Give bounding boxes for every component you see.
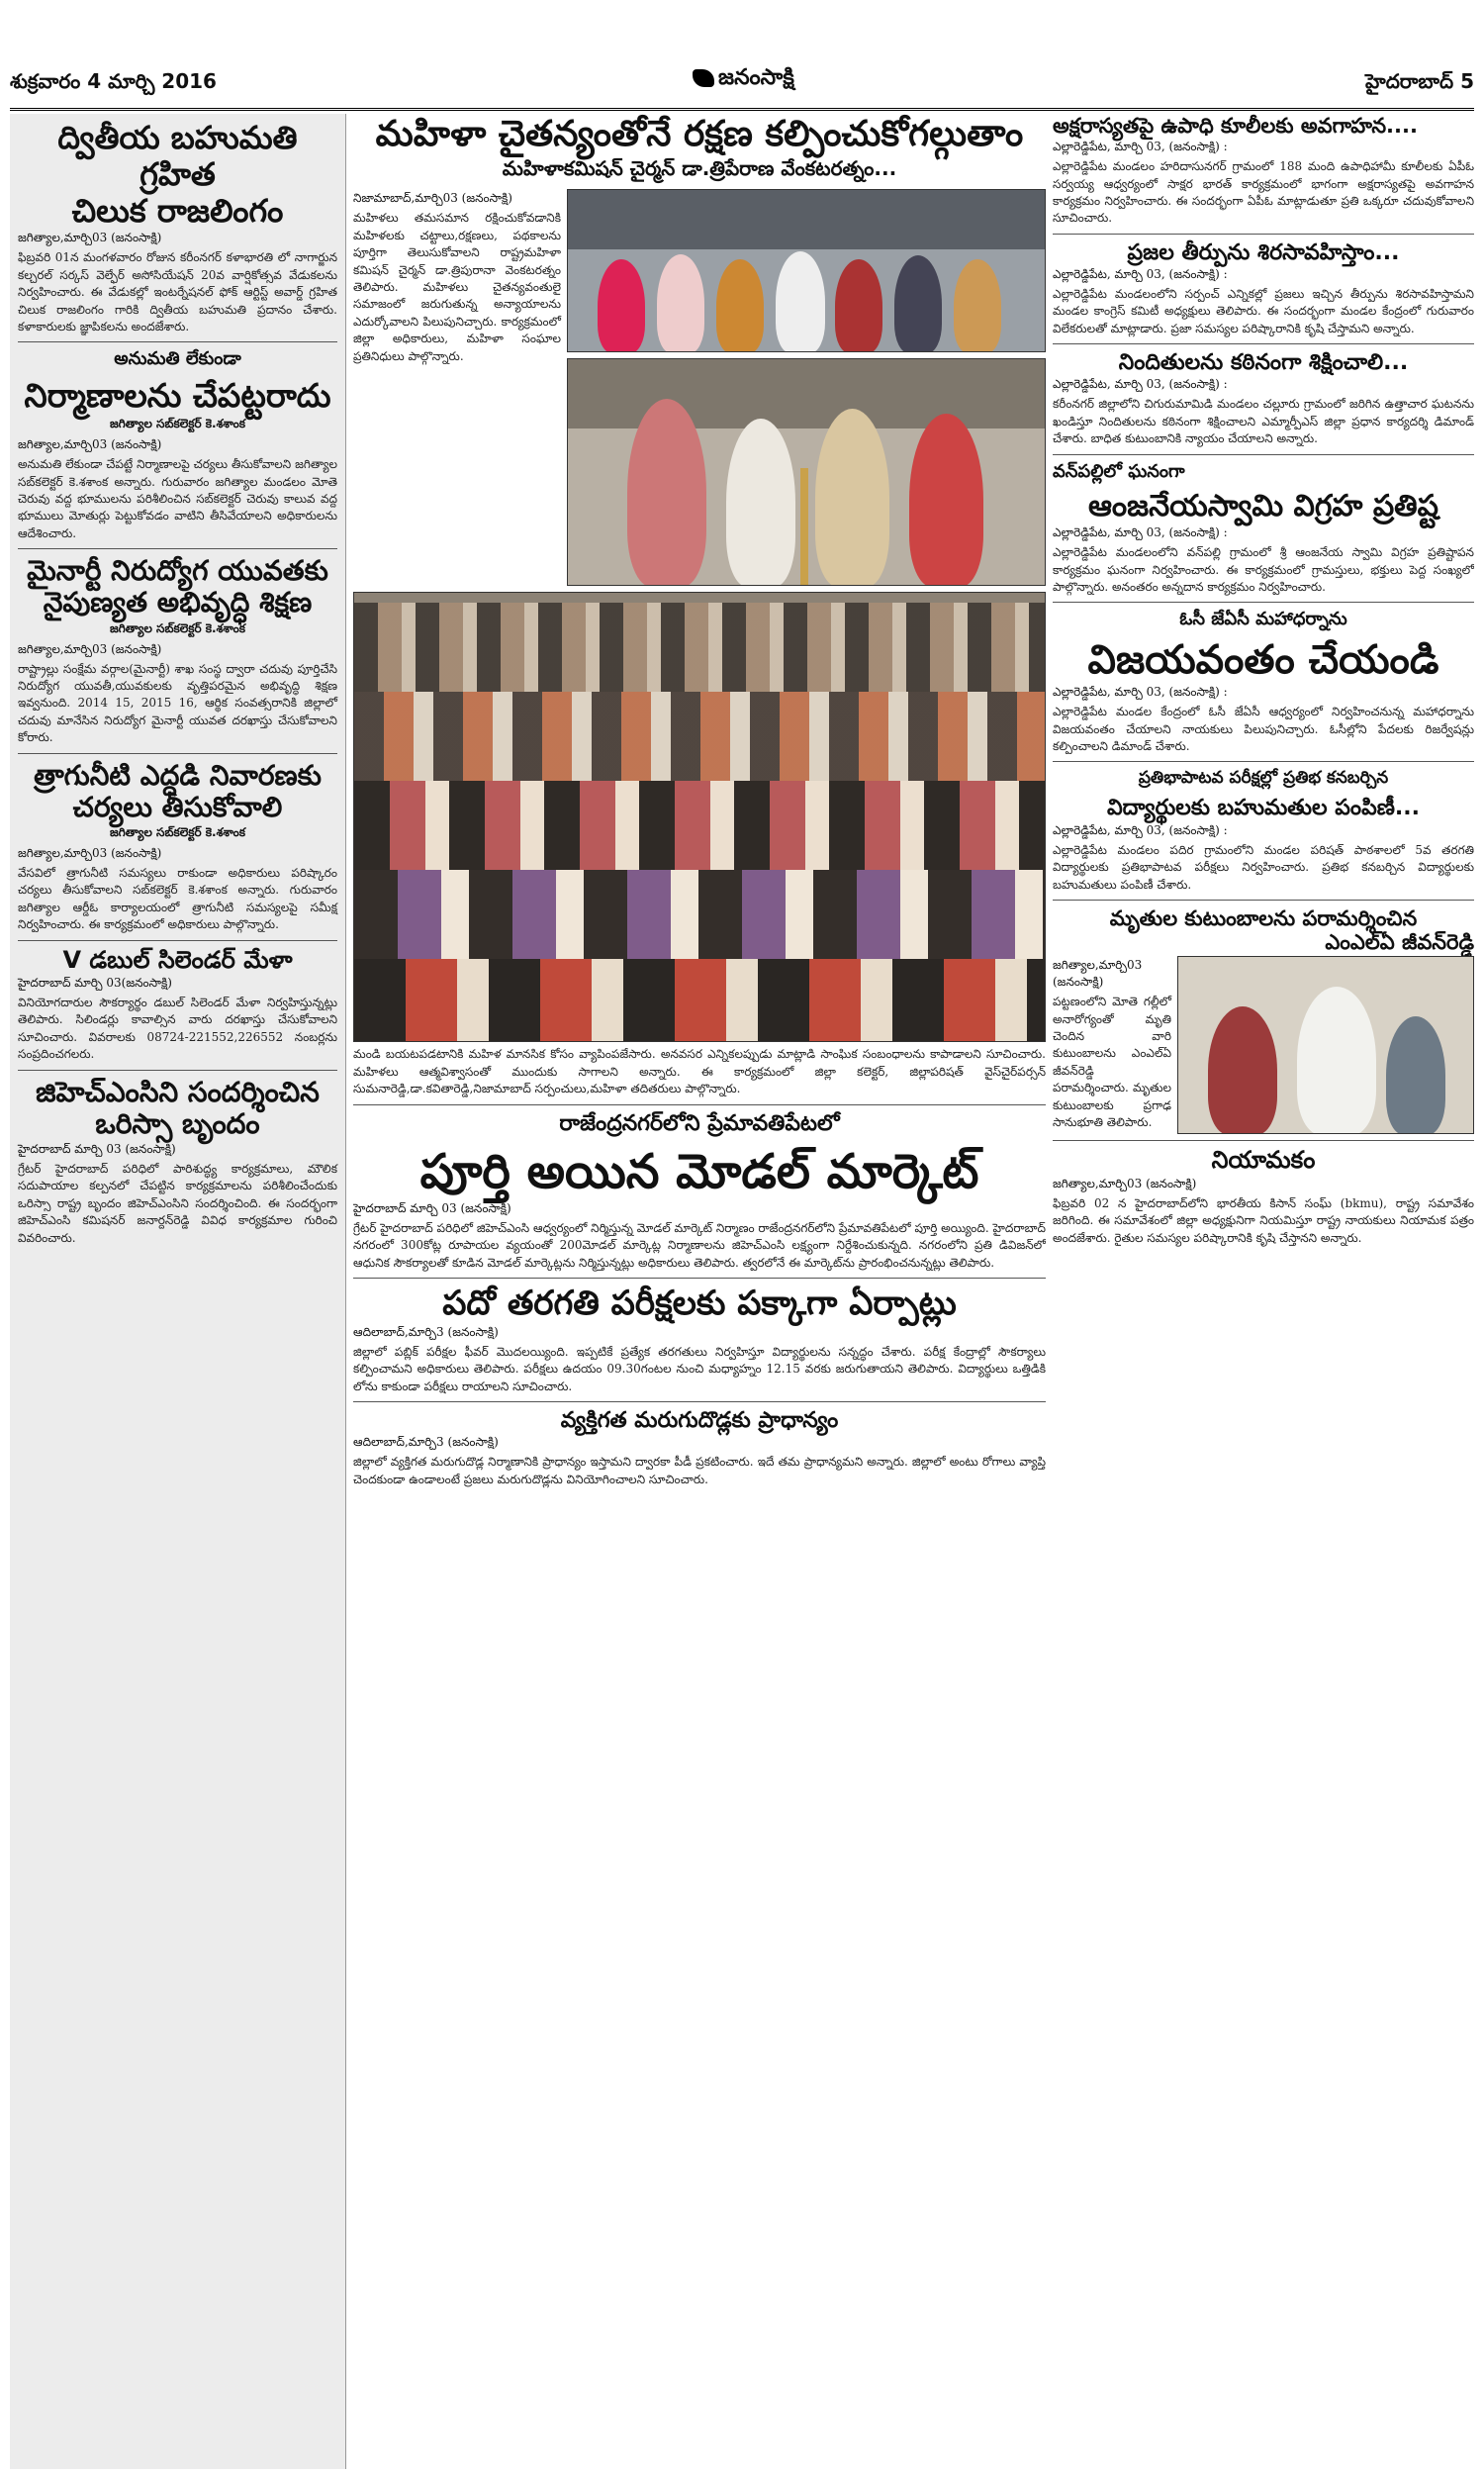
byline: జగిత్యాల,మార్చి03 (జనంసాక్షి) <box>1053 958 1143 990</box>
article-body-continued: మండి బయటపడటానికి మహిళ మానసిక కోసం వ్యాపింపజేసారు. అనవసర ఎన్నికలప్పుడు మాట్లాడి సాంఘిక సంబంధాలను కాపాడాలని సూచించారు. మహిళలు ఆత్మవిశ్వాసంతో ముందుకు సాగాలని అన్నారు. ఈ కార్యక్రమంలో జిల్లా కలెక్టర్, జిల్లాపరిషత్ వైస్‌చైర్‌పర్సన్ సుమనారెడ్డి,డా.కవితారెడ్డి,నిజామాబాద్ సర్పంచులు,మహిళా తదితరులు పాల్గొన్నారు. <box>353 1047 1046 1096</box>
headline: పూర్తి అయిన మోడల్ మార్కెట్ <box>419 1143 979 1199</box>
divider <box>18 548 337 549</box>
byline: హైదరాబాద్ మార్చి 03 (జనంసాక్షి) <box>353 1200 511 1215</box>
headline: త్రాగునీటి ఎద్దడి నివారణకు <box>34 758 322 792</box>
divider <box>1053 234 1474 235</box>
article-punish <box>1053 350 1474 447</box>
masthead-logo <box>693 65 794 95</box>
byline: నిజామాబాద్,మార్చి03 (జనంసాక్షి) <box>353 191 512 206</box>
byline: ఎల్లారెడ్డిపేట, మార్చి 03, (జనంసాక్షి) : <box>1053 267 1228 281</box>
subhead: మహిళాకమిషన్ చైర్మన్ డా.త్రిపేరాణ వేంకటరత్నం... <box>502 156 897 181</box>
headline: మహిళా చైతన్యంతోనే రక్షణ కల్పించుకోగల్గుతాం <box>375 114 1024 154</box>
byline: ఆదిలాబాద్,మార్చి3 (జనంసాక్షి) <box>353 1435 499 1450</box>
article-talent-test <box>1053 768 1474 893</box>
article-body: రాష్ట్రాల్లు సంక్షేమ వర్గాల(మైనార్టీ) శాఖ సంస్థ ద్వారా చదువు పూర్తిచేసి నిరుద్యోగ యువతీ,యువకులకు వృత్తిపరమైన అభివృద్ధి శిక్షణ ఇవ్వనుంది. 2014 15, 2015 16, ఆర్థిక సంవత్సరానికి జిల్లాలో చదువు మానేసిన నిరుద్యోగ మైనార్టీ యువత దరఖాస్తు చేసుకోవాలని కోరారు. <box>18 661 337 745</box>
headline: ప్రజల తీర్పును శిరసావహిస్తాం... <box>1127 239 1400 265</box>
headline-line2: ఒరిస్సా బృందం <box>95 1106 260 1140</box>
page-label: హైదరాబాద్ 5 <box>1365 69 1474 93</box>
article-body: ఎల్లారెడ్డిపేట మండలంలోని సర్పంచ్ ఎన్నికల్లో ప్రజలు ఇచ్చిన తీర్పును శిరసావహిస్తామని మండల కాంగ్రెస్ కమిటీ అధ్యక్షులు తెలిపారు. ఈ సందర్భంగా మండల కేంద్రంలో గురువారం విలేకరులతో మాట్లాడారు. ప్రజా సమస్యల పరిష్కారానికి కృషి చేస్తామని అన్నారు. <box>1053 287 1474 335</box>
article-water <box>18 760 337 934</box>
byline: జగిత్యాల,మార్చి03 (జనంసాక్షి) <box>18 437 162 452</box>
article-anjaneya <box>1053 461 1474 597</box>
article-body: గ్రేటర్ హైదరాబాద్ పరిధిలో పారిశుద్ధ్య కార్యక్రమాలు, మౌలిక సదుపాయాల కల్పనలో చేపట్టిన కార్యక్రమాలను పరిశీలించేందుకు ఒరిస్సా రాష్ట్ర బృందం జిహెచ్‌ఎంసిని సందర్శించింది. ఈ సందర్భంగా జిహెచ్‌ఎంసి కమిషనర్ జనార్దన్‌రెడ్డి వివిధ కార్యక్రమాల గురించి వివరించారు. <box>18 1162 337 1245</box>
byline: ఎల్లారెడ్డిపేట, మార్చి 03, (జనంసాక్షి) : <box>1053 525 1228 540</box>
headline: మైనార్టీ నిరుద్యోగ యువతకు <box>27 554 328 588</box>
logo-text: జనంసాక్షి <box>718 65 794 90</box>
article-body: వినియోగదారుల సౌకర్యార్థం డబుల్ సిలెండర్ మేళా నిర్వహిస్తున్నట్లు తెలిపారు. సిలిండర్లు కావాల్సిన వారు దరఖాస్తు చేసుకోవాలని సూచించారు. వివరాలకు 08724-221552,226552 నంబర్లను సంప్రదించగలరు. <box>18 996 337 1062</box>
byline: ఆదిలాబాద్,మార్చి3 (జనంసాక్షి) <box>353 1325 499 1340</box>
article-toilets <box>353 1408 1046 1488</box>
kicker: వన్‌పల్లిలో ఘనంగా <box>1053 460 1185 482</box>
headline: నియామకం <box>1211 1146 1316 1175</box>
headline: జిహెచ్‌ఎంసిని సందర్శించిన <box>36 1075 320 1108</box>
article-women-commission <box>353 114 1046 1098</box>
divider <box>353 1278 1046 1279</box>
kicker: రాజేంద్రనగర్‌లోని ప్రేమావతిపేటలో <box>559 1110 840 1136</box>
divider <box>1053 454 1474 455</box>
article-body: అనుమతి లేకుండా చేపట్టే నిర్మాణాలపై చర్యలు తీసుకోవాలని జగిత్యాల సబ్‌కలెక్టర్ కె.శశాంక అన్నారు. గురువారం జగిత్యాల మండలం మోతె చెరువు వద్ద భూములను పరిశీలించిన సబ్‌కలెక్టర్ చెరువు కాలువ వద్ద భూములు మోతుర్లు పెట్టుకోవడం వాటిని తీసివేయాలని అధికారులను ఆదేశించారు. <box>18 457 337 540</box>
headline: మృతుల కుటుంబాలను పరామర్శించిన <box>1109 905 1418 930</box>
article-body: గ్రేటర్ హైదరాబాద్ పరిధిలో జిహెచ్‌ఎంసి ఆధ్వర్యంలో నిర్మిస్తున్న మోడల్ మార్కెట్ నిర్మాణం రాజేంద్రనగర్‌లోని ప్రేమావతిపేటలో పూర్తి అయ్యింది. హైదరాబాద్ నగరంలో 300కోట్ల రూపాయల వ్యయంతో 200మోడల్ మార్కెట్ల నిర్మాణాలను జిహెచ్‌ఎంసి లక్ష్యంగా నిర్దేశించుకున్నది. నగరంలోని ప్రతి డివిజన్‌లో ఆధునిక సౌకర్యాలతో కూడిన మోడల్ మార్కెట్లను నిర్మిస్తున్నట్లు అధికారులు తెలిపారు. త్వరలోనే ఈ మార్కెట్‌ను ప్రారంభించనున్నట్లు తెలిపారు. <box>353 1220 1046 1270</box>
article-model-market <box>353 1111 1046 1272</box>
kicker: ఓసీ జేఏసీ మహాధర్నాను <box>1179 609 1347 630</box>
kicker: ప్రతిభాపాటవ పరీక్షల్లో ప్రతిభ కనబర్చిన <box>1138 768 1389 789</box>
divider <box>18 940 337 941</box>
byline: జగిత్యాల,మార్చి03 (జనంసాక్షి) <box>18 641 162 656</box>
article-body: ఎల్లారెడ్డిపేట మండలం పదిర గ్రామంలోని మండల పరిషత్ పాఠశాలలో 5వ తరగతి విద్యార్థులకు ప్రతిభాపాటవ పరీక్షలు నిర్వహించారు. ప్రతిభ కనబర్చిన విద్యార్థులకు బహుమతులు పంపిణీ చేశారు. <box>1053 842 1474 892</box>
headline-line2: చర్యలు తీసుకోవాలి <box>72 790 283 823</box>
article-cylinder <box>18 947 337 1064</box>
byline: ఎల్లారెడ్డిపేట, మార్చి 03, (జనంసాక్షి) : <box>1053 377 1228 392</box>
article-body: ఎల్లారెడ్డిపేట మండలంలోని వన్‌పల్లి గ్రామంలో శ్రీ ఆంజనేయ స్వామి విగ్రహ ప్రతిష్టాపన కార్యక్రమం ఘనంగా నిర్వహించారు. ఈ కార్యక్రమంలో గ్రామస్తులు, భక్తులు పెద్ద సంఖ్యలో పాల్గొన్నారు. అనంతరం అన్నదాన కార్యక్రమం నిర్వహించారు. <box>1053 545 1474 594</box>
byline: ఎల్లారెడ్డిపేట, మార్చి 03, (జనంసాక్షి) : <box>1053 685 1228 700</box>
photo-condolence-visit <box>1177 956 1474 1134</box>
headline: నిర్మాణాలను చేపట్టరాదు <box>24 376 331 416</box>
byline: జగిత్యాల,మార్చి03 (జనంసాక్షి) <box>1053 1176 1197 1190</box>
page-header <box>10 65 1474 111</box>
middle-column <box>353 114 1046 2469</box>
headline-line2: ఎంఎల్‌ఏ జీవన్‌రెడ్డి <box>1325 930 1474 955</box>
headline: నిందితులను కఠినంగా శిక్షించాలి... <box>1118 350 1409 376</box>
divider <box>1053 343 1474 344</box>
article-permission <box>18 348 337 542</box>
right-column <box>1053 114 1474 2469</box>
article-appointment <box>1053 1147 1474 1247</box>
headline: V డబుల్ సిలెండర్ మేళా <box>62 945 293 974</box>
subhead: జగిత్యాల సబ్‌కలెక్టర్ కె.శశాంక <box>109 417 246 431</box>
headline: ద్వితీయ బహుమతి గ్రహిత <box>57 119 298 193</box>
byline: జగిత్యాల,మార్చి03 (జనంసాక్షి) <box>18 845 162 860</box>
article-literacy <box>1053 114 1474 228</box>
divider <box>353 1401 1046 1402</box>
photo-audience <box>353 592 1046 1042</box>
kicker: అనుమతి లేకుండా <box>114 348 241 370</box>
divider <box>1053 900 1474 901</box>
subhead: జగిత్యాల సబ్‌కలెక్టర్ కె.శశాంక <box>109 824 246 839</box>
headline: పదో తరగతి పరీక్షలకు పక్కాగా ఏర్పాట్లు <box>442 1283 957 1323</box>
headline: విద్యార్థులకు బహుమతుల పంపిణీ... <box>1107 796 1420 821</box>
article-body: ఫిబ్రవరి 02 న హైదరాబాద్‌లోని భారతీయ కిసాన్ సంఘ్ (bkmu), రాష్ట్ర సమావేశం జరిగింది. ఈ సమావేశంలో జిల్లా అధ్యక్షునిగా నియమిస్తూ రాష్ట్ర నాయకులు నియామక పత్రం అందజేశారు. రైతుల సమస్యల పరిష్కారానికి కృషి చేస్తానని అన్నారు. <box>1053 1195 1474 1245</box>
article-body: జిల్లాలో వ్యక్తిగత మరుగుదొడ్ల నిర్మాణానికి ప్రాధాన్యం ఇస్తామని ద్వారకా పీడీ ప్రకటించారు. ఇదే తమ ప్రాధాన్యమని అన్నారు. జిల్లాలో అంటు రోగాలు వ్యాప్తి చెందకుండా ఉండాలంటే ప్రజలు మరుగుదొడ్లను వినియోగించాలని సూచించారు. <box>353 1455 1046 1486</box>
article-condolence <box>1053 906 1474 1134</box>
article-odisha <box>18 1077 337 1247</box>
byline: హైదరాబాద్ మార్చి 03(జనంసాక్షి) <box>18 976 172 991</box>
divider <box>18 1070 337 1071</box>
byline: హైదరాబాద్ మార్చి 03 (జనంసాక్షి) <box>18 1142 176 1157</box>
divider <box>1053 1140 1474 1141</box>
article-body: మహిళలు తమసమాన రక్షించుకోవడానికి మహిళలకు చట్టాలు,రక్షణలు, పథకాలను పూర్తిగా తెలుసుకోవాలని రాష్ట్రమహిళా కమిషన్ చైర్మన్ డా.త్రిపురానా వెంకటరత్నం తెలిపారు. మహిళలు చైతన్యవంతులై సమాజంలో జరుగుతున్న అన్యాయాలను ఎదుర్కోవాలని పిలుపునిచ్చారు. కార్యక్రమంలో జిల్లా అధికారులు, మహిళా సంఘాల ప్రతినిధులు పాల్గొన్నారు. <box>353 211 561 363</box>
headline: అక్షరాస్యతపై ఉపాధి కూలీలకు అవగాహన.... <box>1053 114 1418 138</box>
article-oc-jac <box>1053 609 1474 755</box>
article-body: ఫిబ్రవరి 01న మంగళవారం రోజున కరీంనగర్ కళాభారతి లో నాగార్జున కల్చరల్ సర్కస్ వెల్ఫేర్ అసోసియేషన్ 20వ వార్షికోత్సవ వేడుకలను నిర్వహించారు. ఈ వేడుకల్లో ఇంటర్నేషనల్ ఫోక్ ఆర్టిస్ట్ అవార్డ్ గ్రహిత చిలుక రాజలింగం గారికి ద్వితీయ బహుమతి ప్రదానం చేశారు. కళాకారులకు జ్ఞాపికలను అందజేశారు. <box>18 250 337 333</box>
article-verdict <box>1053 240 1474 337</box>
headline-line2: నైపుణ్యత అభివృద్ధి శిక్షణ <box>43 586 313 619</box>
byline: ఎల్లారెడ్డిపేట, మార్చి 03, (జనంసాక్షి) : <box>1053 822 1228 837</box>
article-body: వేసవిలో త్రాగునీటి సమస్యలు రాకుండా అధికారులు పరిష్కారం చర్యలు తీసుకోవాలని సబ్‌కలెక్టర్ కె.శశాంక అన్నారు. గురువారం జగిత్యాల ఆర్డీఓ కార్యాలయంలో త్రాగునీటి సమస్యలపై సమీక్ష నిర్వహించారు. ఈ కార్యక్రమంలో అధికారులు పాల్గొన్నారు. <box>18 865 337 932</box>
article-10th-exams <box>353 1285 1046 1395</box>
byline: ఎల్లారెడ్డిపేట, మార్చి 03, (జనంసాక్షి) : <box>1053 140 1228 154</box>
logo-emblem-icon <box>693 69 714 87</box>
headline: ఆంజనేయస్వామి విగ్రహ ప్రతిష్ట <box>1087 488 1438 523</box>
issue-date: శుక్రవారం 4 మార్చి 2016 <box>10 69 217 93</box>
article-minority <box>18 555 337 746</box>
byline: జగిత్యాల,మార్చి03 (జనంసాక్షి) <box>18 231 162 245</box>
headline: విజయవంతం చేయండి <box>1087 637 1439 684</box>
article-body: జిల్లాలో పబ్లిక్ పరీక్షల ఫీవర్ మొదలయ్యింది. ఇప్పటికే ప్రత్యేక తరగతులు నిర్వహిస్తూ విద్యార్థులను సన్నద్ధం చేశారు. పరీక్ష కేంద్రాల్లో సౌకర్యాలు కల్పించామని అధికారులు తెలిపారు. పరీక్షలు ఉదయం 09.30గంటల నుంచి మధ్యాహ్నం 12.15 వరకు జరుగుతాయని తెలిపారు. విద్యార్థులు ఒత్తిడికి లోను కాకుండా పరీక్షలు రాయాలని సూచించారు. <box>353 1345 1046 1393</box>
photo-book-release <box>567 189 1046 352</box>
divider <box>18 753 337 754</box>
divider <box>1053 761 1474 762</box>
article-body: కరీంనగర్ జిల్లాలోని చిగురుమామిడి మండలం చల్లూరు గ్రామంలో జరిగిన ఉత్తాచార ఘటనను ఖండిస్తూ నిందితులను కఠినంగా శిక్షించాలని ఎమ్మార్పీఎస్ జిల్లా ప్రధాన కార్యదర్శి డిమాండ్ చేశారు. బాధిత కుటుంబానికి న్యాయం చేయాలని అన్నారు. <box>1053 397 1474 446</box>
divider <box>353 1104 1046 1105</box>
headline-line2: చిలుక రాజలింగం <box>71 191 284 230</box>
divider <box>1053 602 1474 603</box>
headline: వ్యక్తిగత మరుగుదొడ్లకు ప్రాధాన్యం <box>560 1408 839 1434</box>
article-rajalingam <box>18 120 337 335</box>
photo-lamp-lighting <box>567 358 1046 586</box>
left-column <box>10 114 346 2469</box>
article-body: ఎల్లారెడ్డిపేట మండల కేంద్రంలో ఓసీ జేఏసీ ఆధ్వర్యంలో నిర్వహించనున్న మహాధర్నాను విజయవంతం చేయాలని నాయకులు పిలుపునిచ్చారు. ఓసీల్లోని పేదలకు రిజర్వేషన్లు కల్పించాలని డిమాండ్ చేశారు. <box>1053 705 1474 754</box>
subhead: జగిత్యాల సబ్‌కలెక్టర్ కె.శశాంక <box>109 620 246 635</box>
article-body: పట్టణంలోని మోతె గల్లీలో అనారోగ్యంతో మృతి చెందిన వారి కుటుంబాలను ఎంఎల్‌ఏ జీవన్‌రెడ్డి పరామర్శించారు. మృతుల కుటుంబాలకు ప్రగాఢ సానుభూతి తెలిపారు. <box>1053 995 1171 1129</box>
divider <box>18 341 337 342</box>
article-body: ఎల్లారెడ్డిపేట మండలం హరిదాసునగర్ గ్రామంలో 188 మంది ఉపాధిహామీ కూలీలకు ఏపీఓ సర్వయ్య ఆధ్వర్యంలో సాక్షర భారత్ కార్యక్రమంలో భాగంగా అక్షరాస్యతపై అవగాహన కార్యక్రమం నిర్వహించారు. ఈ సందర్భంగా ఏపీఓ మాట్లాడుతూ ప్రతి ఒక్కరూ చదువుకోవాలని సూచించారు. <box>1053 159 1474 226</box>
